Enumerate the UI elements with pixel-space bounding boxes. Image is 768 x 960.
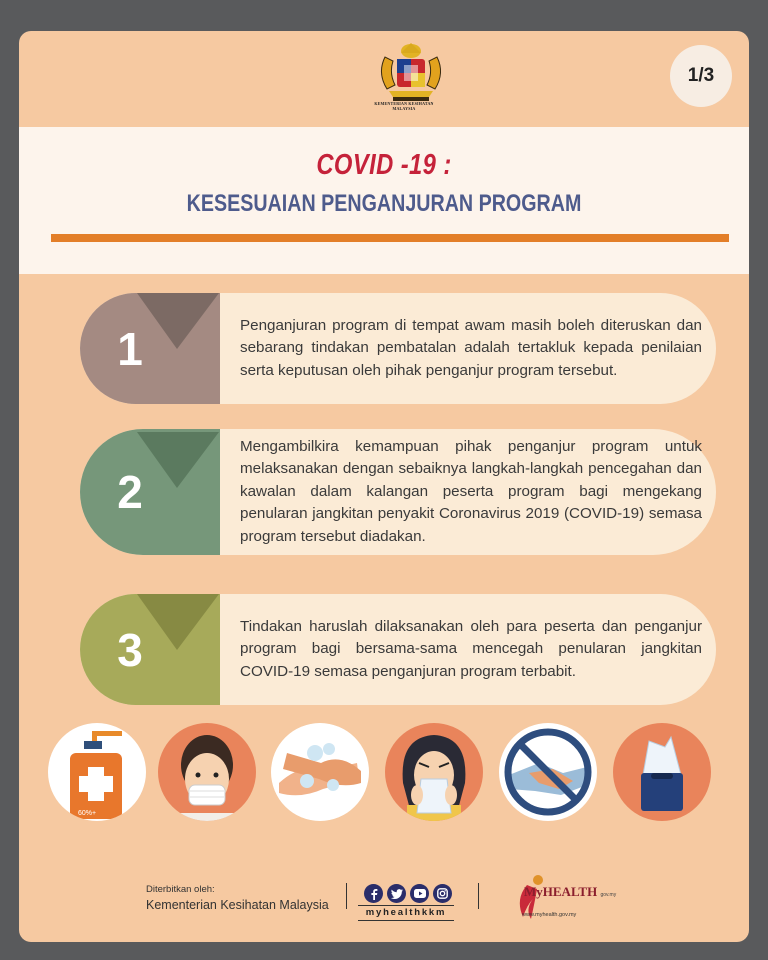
point-number: 3: [117, 623, 143, 676]
hand-washing-icon: [271, 723, 369, 821]
tissue-box-icon: [613, 723, 711, 821]
footer-divider: [346, 883, 347, 909]
youtube-icon[interactable]: [410, 884, 429, 903]
point-item-3: [80, 594, 716, 705]
infographic-card: [19, 31, 749, 942]
point-text: Penganjuran program di tempat awam masih boleh diteruskan dan sebarang tindakan pembatalan adalah tertakluk kepada penilaian serta keputusan oleh pihak penganjur program tersebut.: [240, 316, 702, 379]
point-text: Tindakan haruslah dilaksanakan oleh para peserta dan penganjur program bagi bersama-sama mencegah penularan jangkitan COVID-19 semasa penganjuran program terbabit.: [240, 617, 702, 680]
publisher-block: [146, 884, 329, 912]
footer-divider: [478, 883, 479, 909]
sanitizer-label: 60%+: [78, 810, 97, 817]
twitter-icon[interactable]: [387, 884, 406, 903]
point-number: 1: [117, 322, 143, 375]
point-number: 2: [117, 466, 143, 518]
myhealth-logo-text: MyHEALTH gov.my: [524, 884, 617, 899]
published-by-label: Diterbitkan oleh:: [146, 884, 215, 895]
title-band: [19, 127, 749, 274]
no-handshake-icon: [499, 723, 597, 821]
page-title: COVID -19 :: [316, 149, 452, 181]
crest-caption: KEMENTERIAN KESIHATAN MALAYSIA: [374, 101, 434, 111]
myhealth-url[interactable]: www.myhealth.gov.my: [522, 912, 577, 918]
malaysia-crest-icon: [371, 39, 451, 125]
sneezing-tissue-icon: [385, 723, 483, 821]
instagram-icon[interactable]: [433, 884, 452, 903]
point-item-2: [80, 429, 716, 555]
social-links: [364, 884, 452, 902]
publisher-name: Kementerian Kesihatan Malaysia: [146, 898, 329, 912]
point-text: Mengambilkira kemampuan pihak penganjur program untuk melaksanakan dengan sebaiknya langkah-langkah pencegahan dan kawalan dalam kalangan peserta program bagi mengekang penularan jangkitan penyakit Coronavirus 2019 (COVID-19) semasa program tersebut diadakan.: [240, 437, 702, 545]
page-subtitle: KESESUAIAN PENGANJURAN PROGRAM: [186, 190, 582, 217]
facebook-icon[interactable]: [364, 884, 383, 903]
page-indicator-badge: 1/3: [670, 45, 732, 107]
title-underline: [51, 234, 729, 242]
point-item-1: [80, 293, 716, 404]
face-mask-icon: [158, 723, 256, 821]
hand-sanitizer-icon: [48, 723, 146, 821]
social-handle: myhealthkkm: [358, 905, 454, 921]
